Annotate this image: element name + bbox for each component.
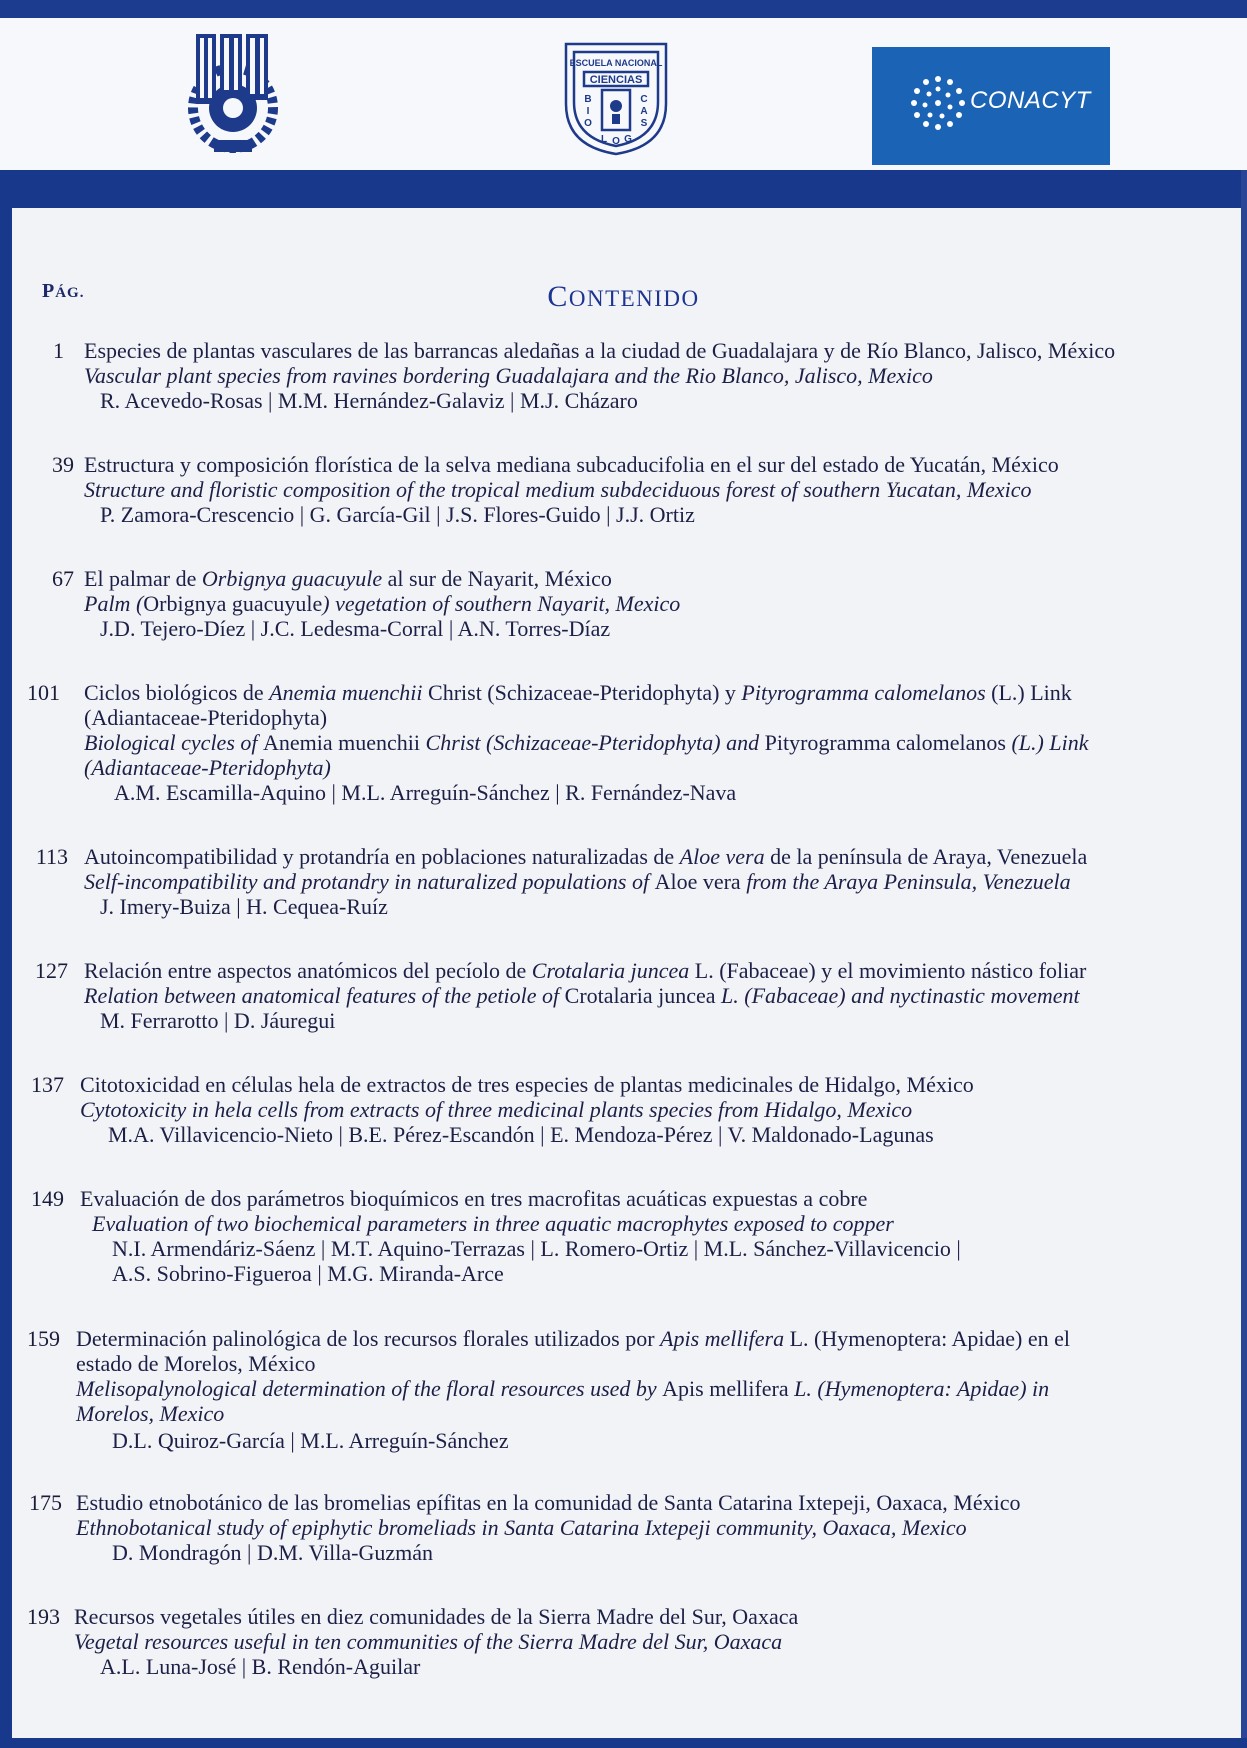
svg-text:G: G <box>624 134 632 145</box>
page-number: 149 <box>31 1186 64 1211</box>
spanish-title: Determinación palinológica de los recursos florales utilizados por Apis mellifera L. (Hymenoptera: Apidae) en el <box>76 1326 1070 1351</box>
spanish-title: Estructura y composición florística de la selva mediana subcaducifolia en el sur del estado de Yucatán, México <box>84 452 1059 477</box>
spanish-title: Relación entre aspectos anatómicos del pecíolo de Crotalaria juncea L. (Fabaceae) y el movimiento nástico foliar <box>84 958 1087 983</box>
authors: A.L. Luna-José | B. Rendón-Aguilar <box>100 1654 421 1679</box>
english-title: Relation between anatomical features of the petiole of Crotalaria juncea L. (Fabaceae) and nyctinastic movement <box>84 983 1080 1008</box>
bottom-border <box>0 1738 1247 1748</box>
page-number: 67 <box>52 566 74 591</box>
svg-text:ESCUELA NACIONAL: ESCUELA NACIONAL <box>569 58 663 68</box>
english-title: Vascular plant species from ravines bordering Guadalajara and the Rio Blanco, Jalisco, Mexico <box>84 363 933 388</box>
authors: P. Zamora-Crescencio | G. García-Gil | J.S. Flores-Guido | J.J. Ortiz <box>100 502 695 527</box>
english-title: Structure and floristic composition of the tropical medium subdeciduous forest of southern Yucatan, Mexico <box>84 477 1032 502</box>
spanish-title: Estudio etnobotánico de las bromelias epífitas en la comunidad de Santa Catarina Ixtepeji, Oaxaca, México <box>76 1490 1021 1515</box>
english-title: Palm (Orbignya guacuyule) vegetation of southern Nayarit, Mexico <box>84 591 681 616</box>
svg-text:O: O <box>584 118 592 129</box>
english-title: Melisopalynological determination of the floral resources used by Apis mellifera L. (Hymenoptera: Apidae) in <box>76 1376 1050 1401</box>
right-border <box>1241 170 1247 1748</box>
authors: A.M. Escamilla-Aquino | M.L. Arreguín-Sánchez | R. Fernández-Nava <box>114 780 737 805</box>
spanish-title: Recursos vegetales útiles en diez comunidades de la Sierra Madre del Sur, Oaxaca <box>74 1604 799 1629</box>
encb-logo <box>558 34 674 158</box>
page-label-first: P <box>42 280 56 302</box>
english-title: Vegetal resources useful in ten communities of the Sierra Madre del Sur, Oaxaca <box>74 1629 783 1654</box>
page-number: 159 <box>27 1326 60 1351</box>
spanish-title: El palmar de Orbignya guacuyule al sur de Nayarit, México <box>84 566 612 591</box>
english-title: Evaluation of two biochemical parameters in three aquatic macrophytes exposed to copper <box>92 1211 894 1236</box>
svg-text:O: O <box>612 136 620 147</box>
spanish-title: Especies de plantas vasculares de las barrancas aledañas a la ciudad de Guadalajara y de Río Blanco, Jalisco, México <box>84 338 1116 363</box>
title-first: C <box>547 280 569 313</box>
page-number: 1 <box>53 338 64 363</box>
page-number: 39 <box>52 452 74 477</box>
authors: D. Mondragón | D.M. Villa-Guzmán <box>112 1540 434 1565</box>
spanish-title: Ciclos biológicos de Anemia muenchii Christ (Schizaceae-Pteridophyta) y Pityrogramma calomelanos (L.) Link <box>84 680 1072 705</box>
page-number: 113 <box>35 844 68 869</box>
spanish-title: Autoincompatibilidad y protandría en poblaciones naturalizadas de Aloe vera de la península de Araya, Venezuela <box>84 844 1088 869</box>
authors: J. Imery-Buiza | H. Cequea-Ruíz <box>100 894 388 919</box>
authors-line2: A.S. Sobrino-Figueroa | M.G. Miranda-Arce <box>112 1261 504 1286</box>
english-title-line2: (Adiantaceae-Pteridophyta) <box>84 755 331 780</box>
header-band <box>0 170 1247 208</box>
svg-text:L: L <box>600 134 608 145</box>
page-number: 175 <box>29 1490 62 1515</box>
authors: D.L. Quiroz-García | M.L. Arreguín-Sánchez <box>112 1428 509 1453</box>
svg-text:C: C <box>640 94 648 105</box>
spanish-title: Citotoxicidad en células hela de extractos de tres especies de plantas medicinales de Hidalgo, México <box>80 1072 974 1097</box>
svg-text:I: I <box>586 106 590 117</box>
spanish-title-line2: (Adiantaceae-Pteridophyta) <box>84 705 328 730</box>
english-title: Self-incompatibility and protandry in naturalized populations of Aloe vera from the Araya Peninsula, Venezuela <box>84 869 1071 894</box>
page-label-rest: ÁG. <box>55 285 85 301</box>
svg-text:A: A <box>640 106 648 117</box>
english-title: Ethnobotanical study of epiphytic bromeliads in Santa Catarina Ixtepeji community, Oaxaca, Mexico <box>76 1515 967 1540</box>
authors: J.D. Tejero-Díez | J.C. Ledesma-Corral | A.N. Torres-Díaz <box>100 616 611 641</box>
english-title: Cytotoxicity in hela cells from extracts of three medicinal plants species from Hidalgo, Mexico <box>80 1097 913 1122</box>
conacyt-logo <box>872 47 1110 165</box>
english-title-line2: Morelos, Mexico <box>76 1401 225 1426</box>
authors: N.I. Armendáriz-Sáenz | M.T. Aquino-Terrazas | L. Romero-Ortiz | M.L. Sánchez-Villavicencio | <box>112 1236 961 1261</box>
top-border <box>0 0 1247 18</box>
page-number: 127 <box>35 958 68 983</box>
authors: M. Ferrarotto | D. Jáuregui <box>100 1008 336 1033</box>
ipn-logo <box>178 28 288 154</box>
svg-text:S: S <box>640 118 648 129</box>
page-title <box>0 280 1247 314</box>
title-rest: ONTENIDO <box>568 286 700 311</box>
page-number: 193 <box>27 1604 60 1629</box>
conacyt-dots-icon <box>908 73 968 133</box>
page-number: 101 <box>27 680 60 705</box>
spanish-title-line2: estado de Morelos, México <box>76 1351 316 1376</box>
svg-text:B: B <box>584 94 592 105</box>
page-number: 137 <box>31 1072 64 1097</box>
authors: M.A. Villavicencio-Nieto | B.E. Pérez-Escandón | E. Mendoza-Pérez | V. Maldonado-Lagunas <box>108 1122 934 1147</box>
spanish-title: Evaluación de dos parámetros bioquímicos en tres macrofitas acuáticas expuestas a cobre <box>80 1186 868 1211</box>
english-title: Biological cycles of Anemia muenchii Christ (Schizaceae-Pteridophyta) and Pityrogramma calomelanos (L.) Link <box>84 730 1089 755</box>
authors: R. Acevedo-Rosas | M.M. Hernández-Galaviz | M.J. Cházaro <box>100 388 638 413</box>
svg-text:CIENCIAS: CIENCIAS <box>589 74 643 86</box>
conacyt-wordmark: CONACYT <box>970 87 1091 114</box>
